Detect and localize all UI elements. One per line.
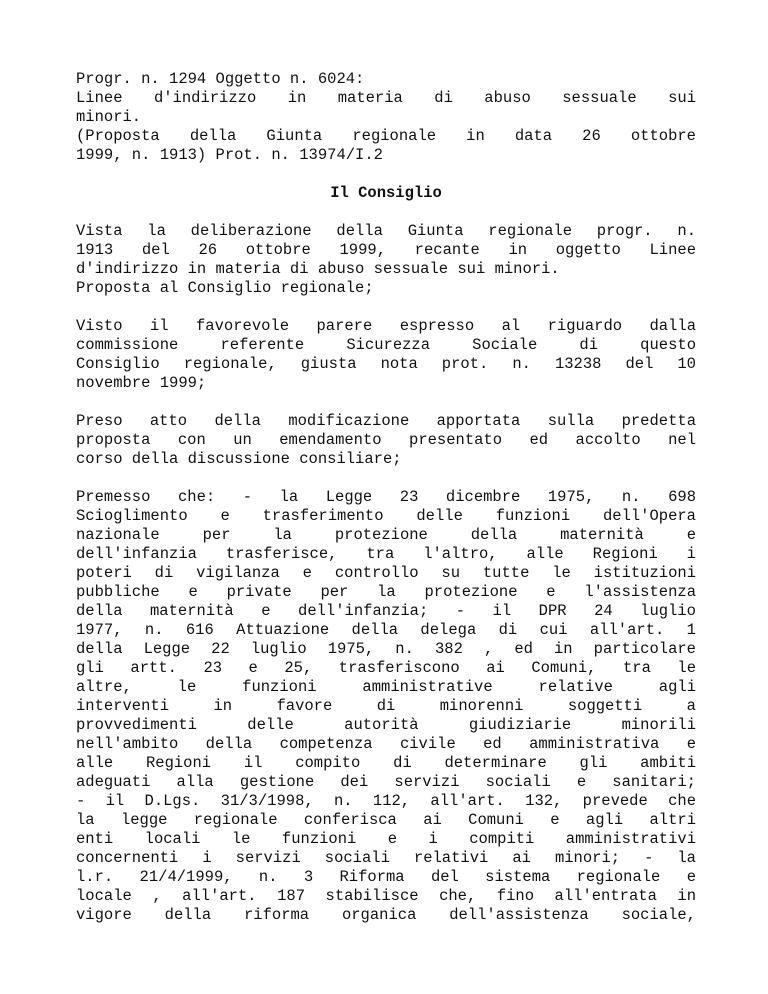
paragraph-line: la legge regionale conferisca ai Comuni e agli altri	[76, 811, 696, 829]
document-header	[76, 70, 696, 165]
paragraph-line: della maternità e dell'infanzia; - il DPR 24 luglio	[76, 602, 696, 620]
paragraph-line: altre, le funzioni amministrative relative agli	[76, 678, 696, 696]
paragraph-line: commissione referente Sicurezza Sociale di questo	[76, 336, 696, 354]
header-line: (Proposta della Giunta regionale in data 26 ottobre	[76, 127, 696, 145]
paragraph-line: gli artt. 23 e 25, trasferiscono ai Comuni, tra le	[76, 659, 696, 677]
header-line: minori.	[76, 108, 142, 126]
paragraph-premesso	[76, 488, 696, 925]
paragraph-line: Scioglimento e trasferimento delle funzioni dell'Opera	[76, 507, 696, 525]
paragraph-visto	[76, 317, 696, 393]
paragraph-line: 1977, n. 616 Attuazione della delega di cui all'art. 1	[76, 621, 696, 639]
header-line: 1999, n. 1913) Prot. n. 13974/I.2	[76, 146, 383, 164]
paragraph-line: 1913 del 26 ottobre 1999, recante in oggetto Linee	[76, 241, 696, 259]
paragraph-line: - il D.Lgs. 31/3/1998, n. 112, all'art. 132, prevede che	[76, 792, 696, 810]
paragraph-preso-atto	[76, 412, 696, 469]
paragraph-line: Vista la deliberazione della Giunta regionale progr. n.	[76, 222, 696, 240]
paragraph-line: interventi in favore di minorenni soggetti a	[76, 697, 696, 715]
paragraph-line: della Legge 22 luglio 1975, n. 382 , ed in particolare	[76, 640, 696, 658]
paragraph-line: Premesso che: - la Legge 23 dicembre 1975, n. 698	[76, 488, 696, 506]
paragraph-line: Visto il favorevole parere espresso al riguardo dalla	[76, 317, 696, 335]
paragraph-line: Proposta al Consiglio regionale;	[76, 279, 374, 297]
paragraph-line: pubbliche e private per la protezione e l'assistenza	[76, 583, 696, 601]
document-page	[76, 70, 696, 925]
paragraph-line: d'indirizzo in materia di abuso sessuale sui minori.	[76, 260, 560, 278]
paragraph-line: Consiglio regionale, giusta nota prot. n. 13238 del 10	[76, 355, 696, 373]
section-heading: Il Consiglio	[330, 184, 442, 202]
paragraph-line: vigore della riforma organica dell'assistenza sociale,	[76, 906, 696, 924]
header-line: Progr. n. 1294 Oggetto n. 6024:	[76, 70, 365, 88]
paragraph-line: corso della discussione consiliare;	[76, 450, 402, 468]
paragraph-line: alle Regioni il compito di determinare gli ambiti	[76, 754, 696, 772]
header-line: Linee d'indirizzo in materia di abuso sessuale sui	[76, 89, 696, 107]
paragraph-line: concernenti i servizi sociali relativi ai minori; - la	[76, 849, 696, 867]
paragraph-line: nell'ambito della competenza civile ed amministrativa e	[76, 735, 696, 753]
paragraph-line: enti locali le funzioni e i compiti amministrativi	[76, 830, 696, 848]
paragraph-vista	[76, 222, 696, 298]
paragraph-line: Preso atto della modificazione apportata sulla predetta	[76, 412, 696, 430]
paragraph-line: l.r. 21/4/1999, n. 3 Riforma del sistema regionale e	[76, 868, 696, 886]
paragraph-line: provvedimenti delle autorità giudiziarie minorili	[76, 716, 696, 734]
paragraph-line: proposta con un emendamento presentato ed accolto nel	[76, 431, 696, 449]
paragraph-line: adeguati alla gestione dei servizi sociali e sanitari;	[76, 773, 696, 791]
paragraph-line: novembre 1999;	[76, 374, 207, 392]
paragraph-line: nazionale per la protezione della maternità e	[76, 526, 696, 544]
paragraph-line: poteri di vigilanza e controllo su tutte le istituzioni	[76, 564, 696, 582]
paragraph-line: dell'infanzia trasferisce, tra l'altro, alle Regioni i	[76, 545, 696, 563]
paragraph-line: locale , all'art. 187 stabilisce che, fino all'entrata in	[76, 887, 696, 905]
